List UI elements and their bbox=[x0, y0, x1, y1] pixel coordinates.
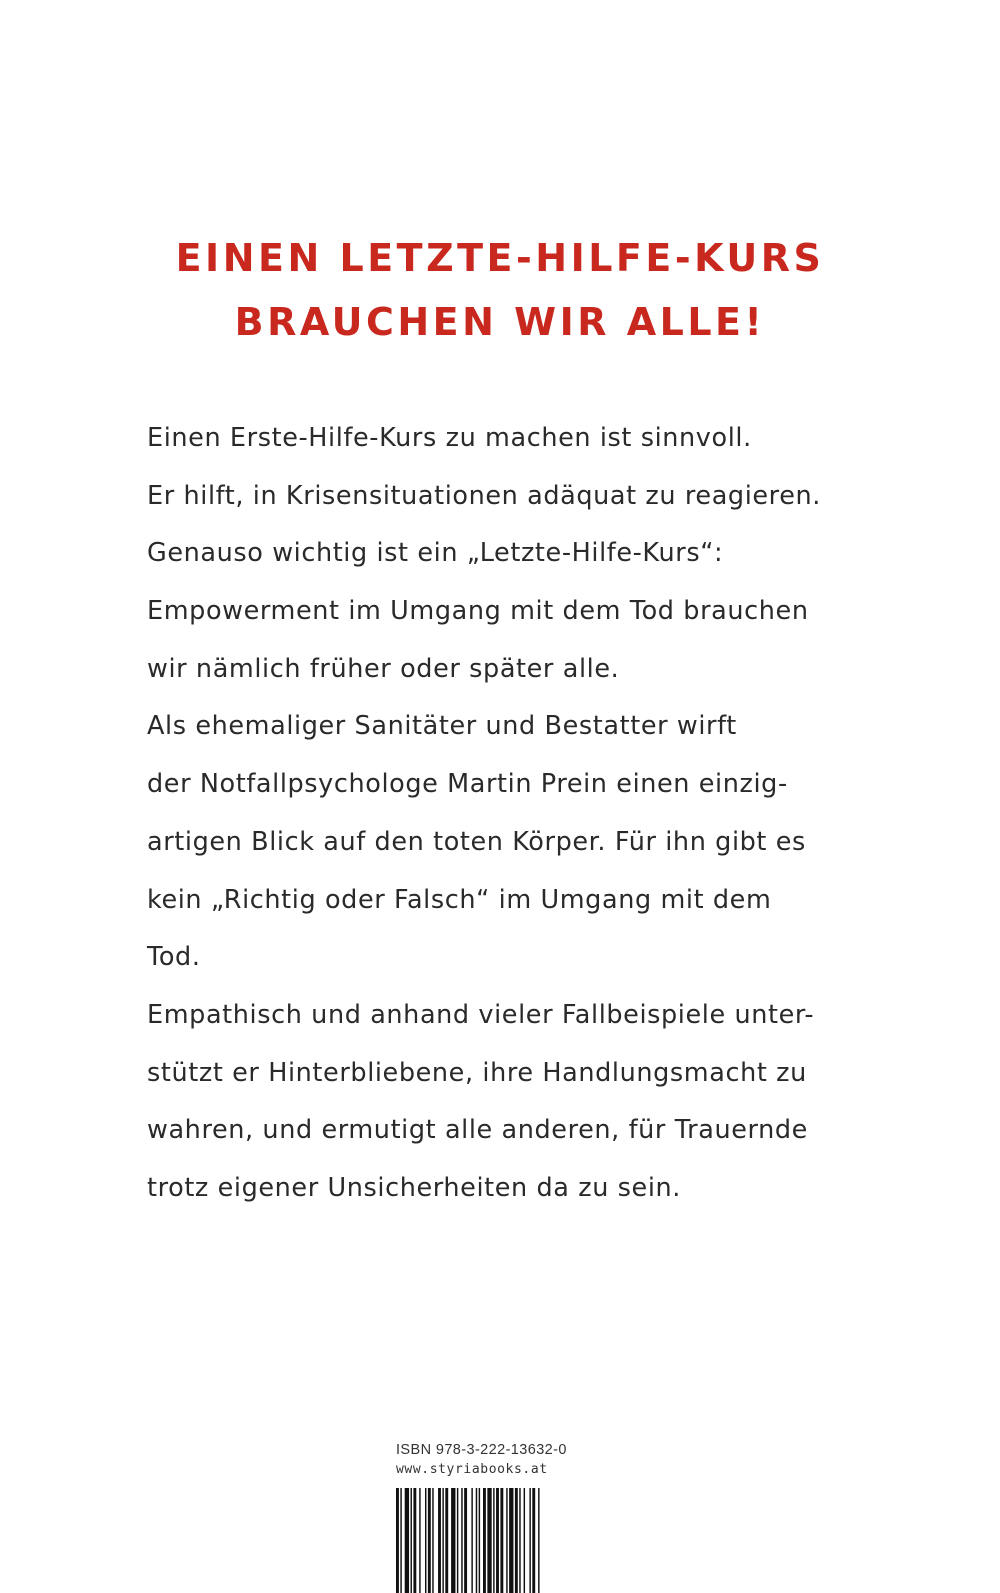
blurb-line: Einen Erste-Hilfe-Kurs zu machen ist sinnvoll. bbox=[147, 423, 752, 453]
barcode-bar bbox=[464, 1488, 467, 1593]
barcode-bar bbox=[479, 1488, 480, 1593]
blurb-line: Als ehemaliger Sanitäter und Bestatter wirft bbox=[147, 711, 737, 742]
barcode-bar bbox=[524, 1488, 525, 1593]
barcode-bar bbox=[461, 1488, 462, 1593]
barcode-bar bbox=[506, 1488, 507, 1593]
barcode-bar bbox=[419, 1488, 420, 1593]
barcode-bar bbox=[496, 1488, 499, 1593]
barcode-bar bbox=[411, 1488, 412, 1593]
barcode-bar bbox=[400, 1488, 401, 1593]
barcode-bar bbox=[405, 1488, 409, 1593]
barcode-bar bbox=[425, 1488, 426, 1593]
isbn-number: ISBN 978-3-222-13632-0 bbox=[396, 1442, 567, 1458]
barcode-bar bbox=[509, 1488, 513, 1593]
blurb-line: Genauso wichtig ist ein „Letzte-Hilfe-Kurs“: bbox=[147, 538, 724, 569]
blurb-line: Er hilft, in Krisensituationen adäquat zu reagieren. bbox=[147, 480, 821, 511]
barcode-bar bbox=[532, 1488, 535, 1593]
barcode-bar bbox=[442, 1488, 443, 1593]
barcode-bar bbox=[457, 1488, 458, 1593]
blurb-text bbox=[147, 410, 907, 1218]
blurb-line: kein „Richtig oder Falsch“ im Umgang mit dem bbox=[147, 884, 772, 915]
barcode-bar bbox=[493, 1488, 494, 1593]
headline bbox=[0, 226, 1000, 354]
barcode-bar bbox=[476, 1488, 477, 1593]
barcode bbox=[396, 1488, 580, 1593]
barcode-bar bbox=[438, 1488, 441, 1593]
barcode-bar bbox=[487, 1488, 491, 1593]
publisher-url: www.styriabooks.at bbox=[396, 1462, 548, 1477]
barcode-bar bbox=[519, 1488, 520, 1593]
blurb-line: Empowerment im Umgang mit dem Tod brauchen bbox=[147, 596, 809, 627]
barcode-bar bbox=[428, 1488, 431, 1593]
blurb-line: Tod. bbox=[147, 942, 201, 973]
blurb-line: trotz eigener Unsicherheiten da zu sein. bbox=[147, 1172, 681, 1203]
barcode-bar bbox=[515, 1488, 518, 1593]
barcode-bar bbox=[471, 1488, 472, 1593]
blurb-line: stützt er Hinterbliebene, ihre Handlungsmacht zu bbox=[147, 1057, 807, 1088]
headline-line-2: BRAUCHEN WIR ALLE! bbox=[234, 300, 766, 344]
blurb-line: Empathisch und anhand vieler Fallbeispiele unter- bbox=[147, 999, 815, 1030]
barcode-bar bbox=[451, 1488, 455, 1593]
blurb-line: wahren, und ermutigt alle anderen, für Trauernde bbox=[147, 1115, 808, 1146]
barcode-bar bbox=[483, 1488, 486, 1593]
blurb-line: der Notfallpsychologe Martin Prein einen einzig- bbox=[147, 769, 788, 800]
blurb-line: wir nämlich früher oder später alle. bbox=[147, 653, 620, 684]
barcode-bar bbox=[413, 1488, 416, 1593]
barcode-bar bbox=[432, 1488, 433, 1593]
publisher-footer bbox=[396, 1440, 596, 1480]
barcode-bar bbox=[538, 1488, 539, 1593]
blurb-line: artigen Blick auf den toten Körper. Für ihn gibt es bbox=[147, 826, 806, 857]
barcode-bar bbox=[445, 1488, 448, 1593]
headline-line-1: EINEN LETZTE-HILFE-KURS bbox=[175, 236, 825, 280]
barcode-bar bbox=[500, 1488, 503, 1593]
barcode-bar bbox=[529, 1488, 530, 1593]
barcode-bar bbox=[396, 1488, 399, 1593]
